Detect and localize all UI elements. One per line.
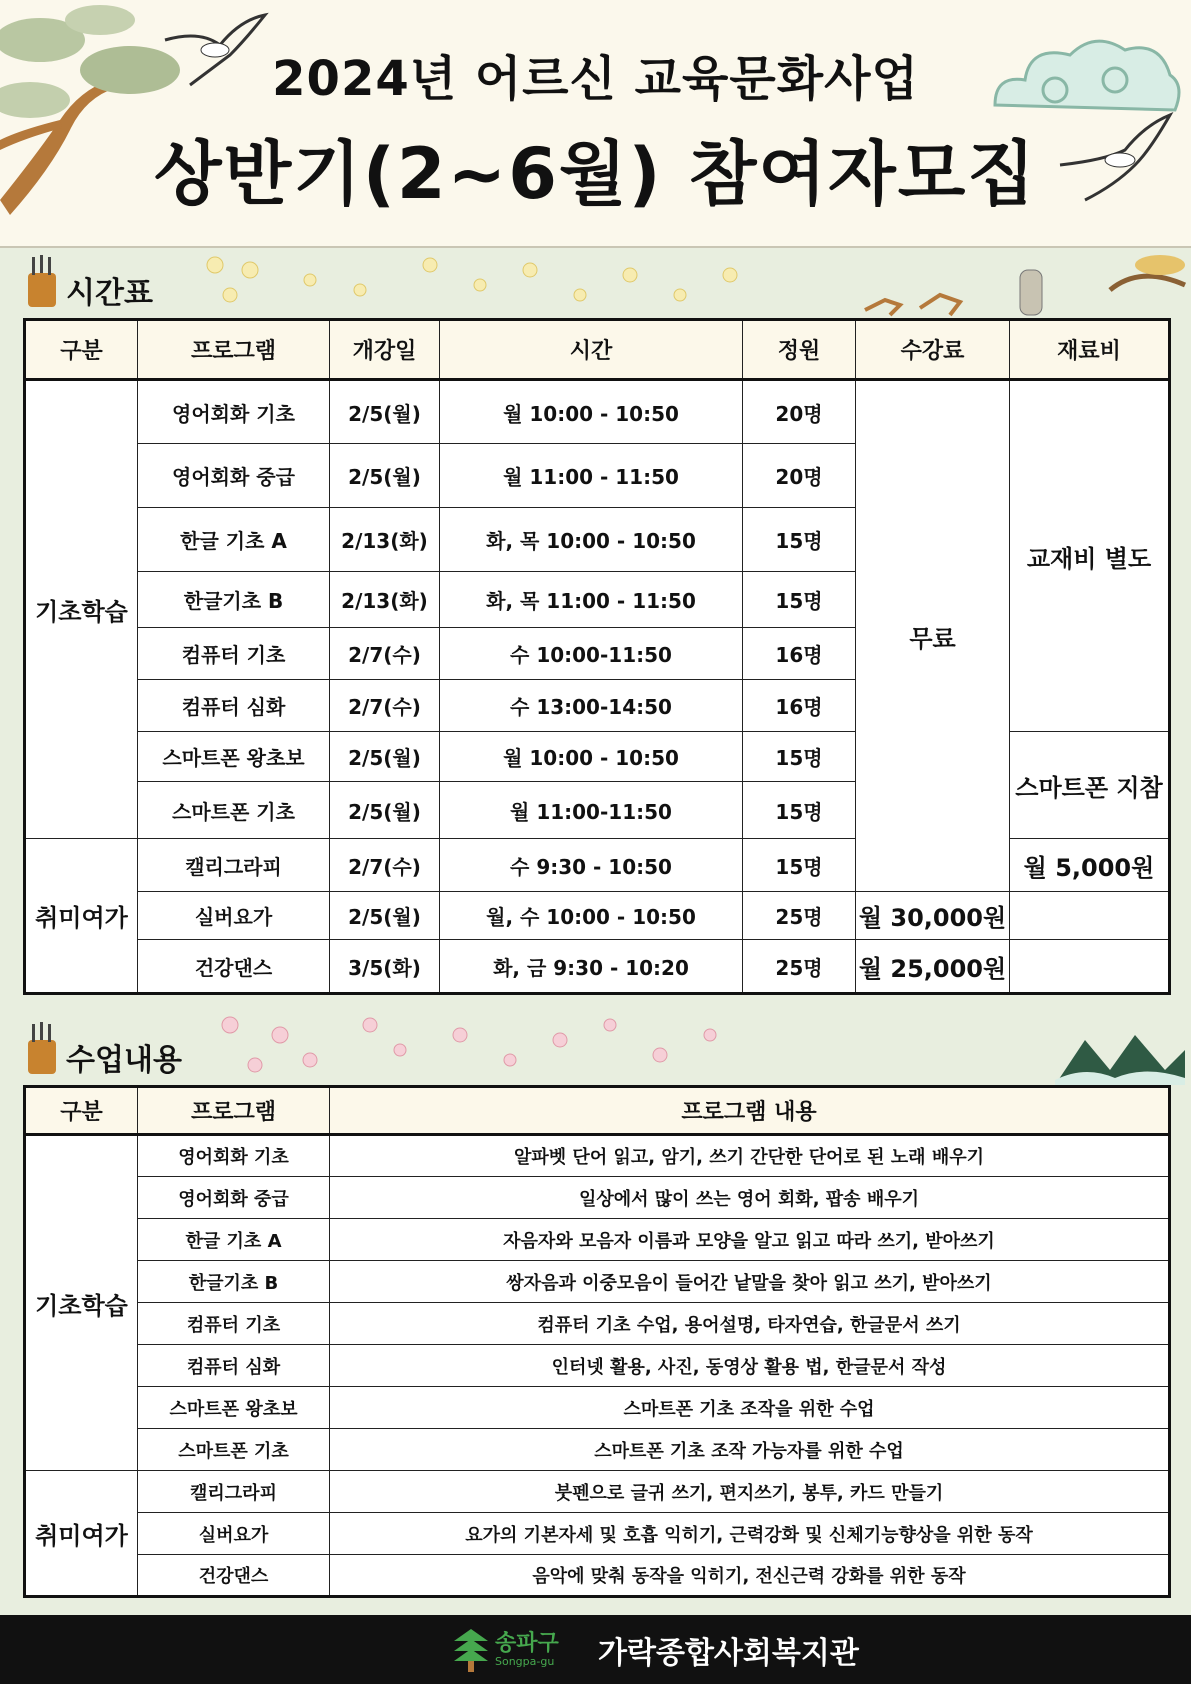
program-cell: 스마트폰 기초	[138, 782, 330, 839]
start-date-cell: 2/7(수)	[330, 839, 440, 892]
program-cell: 영어회화 중급	[138, 444, 330, 508]
table-row	[25, 380, 1170, 444]
fee-cell: 무료	[856, 380, 1010, 892]
description-cell: 인터넷 활용, 사진, 동영상 활용 법, 한글문서 작성	[330, 1345, 1170, 1387]
content-table	[23, 1085, 1171, 1598]
column-header: 구분	[25, 320, 138, 380]
column-header: 개강일	[330, 320, 440, 380]
content-section-title	[28, 1035, 182, 1079]
schedule-section-label: 시간표	[66, 276, 153, 311]
table-row	[25, 1471, 1170, 1513]
table-row	[25, 1261, 1170, 1303]
start-date-cell: 2/13(화)	[330, 572, 440, 628]
organization-name: 가락종합사회복지관	[598, 1636, 859, 1671]
brush-pot-icon	[28, 1040, 56, 1074]
column-header: 시간	[440, 320, 743, 380]
capacity-cell: 25명	[743, 892, 856, 940]
table-row	[25, 1177, 1170, 1219]
capacity-cell: 15명	[743, 732, 856, 782]
table-row	[25, 1345, 1170, 1387]
mountain-icon	[1055, 1030, 1185, 1085]
description-cell: 음악에 맞춰 동작을 익히기, 전신근력 강화를 위한 동작	[330, 1555, 1170, 1597]
program-cell: 영어회화 기초	[138, 1135, 330, 1177]
capacity-cell: 15명	[743, 839, 856, 892]
table-row	[25, 1387, 1170, 1429]
material-cell: 스마트폰 지참	[1010, 732, 1170, 839]
capacity-cell: 16명	[743, 680, 856, 732]
fee-cell: 월 30,000원	[856, 892, 1010, 940]
description-cell: 일상에서 많이 쓰는 영어 회화, 팝송 배우기	[330, 1177, 1170, 1219]
program-cell: 스마트폰 왕초보	[138, 732, 330, 782]
table-row	[25, 1303, 1170, 1345]
poster-header	[0, 0, 1191, 248]
time-cell: 화, 목 11:00 - 11:50	[440, 572, 743, 628]
program-cell: 한글 기초 A	[138, 508, 330, 572]
category-cell: 기초학습	[25, 380, 138, 839]
program-cell: 실버요가	[138, 892, 330, 940]
program-cell: 한글기초 B	[138, 572, 330, 628]
time-cell: 수 13:00-14:50	[440, 680, 743, 732]
program-cell: 한글기초 B	[138, 1261, 330, 1303]
schedule-header-row	[25, 320, 1170, 380]
schedule-section-title	[28, 268, 153, 312]
category-cell: 취미여가	[25, 839, 138, 994]
program-cell: 컴퓨터 기초	[138, 1303, 330, 1345]
column-header: 정원	[743, 320, 856, 380]
program-cell: 실버요가	[138, 1513, 330, 1555]
deer-icon	[860, 280, 970, 320]
program-cell: 스마트폰 기초	[138, 1429, 330, 1471]
start-date-cell: 2/5(월)	[330, 892, 440, 940]
poster-title-line1: 2024년 어르신 교육문화사업	[272, 51, 919, 107]
program-cell: 스마트폰 왕초보	[138, 1387, 330, 1429]
column-header: 수강료	[856, 320, 1010, 380]
category-cell: 기초학습	[25, 1135, 138, 1471]
flower-icon	[200, 250, 760, 320]
start-date-cell: 2/5(월)	[330, 444, 440, 508]
brush-pot-icon	[28, 273, 56, 307]
table-row	[25, 892, 1170, 940]
flower-icon	[210, 1010, 770, 1080]
table-row	[25, 1429, 1170, 1471]
description-cell: 컴퓨터 기초 수업, 용어설명, 타자연습, 한글문서 쓰기	[330, 1303, 1170, 1345]
content-section-label: 수업내용	[66, 1043, 182, 1078]
time-cell: 화, 목 10:00 - 10:50	[440, 508, 743, 572]
start-date-cell: 2/7(수)	[330, 628, 440, 680]
program-cell: 건강댄스	[138, 940, 330, 994]
capacity-cell: 25명	[743, 940, 856, 994]
column-header: 프로그램	[138, 320, 330, 380]
capacity-cell: 20명	[743, 444, 856, 508]
start-date-cell: 2/13(화)	[330, 508, 440, 572]
material-cell-empty	[1010, 892, 1170, 940]
program-cell: 컴퓨터 심화	[138, 680, 330, 732]
content-header-row	[25, 1087, 1170, 1135]
logo-korean-text: 송파구	[495, 1631, 559, 1656]
fee-cell: 월 25,000원	[856, 940, 1010, 994]
time-cell: 월 10:00 - 10:50	[440, 380, 743, 444]
time-cell: 수 9:30 - 10:50	[440, 839, 743, 892]
category-cell: 취미여가	[25, 1471, 138, 1597]
description-cell: 알파벳 단어 읽고, 암기, 쓰기 간단한 단어로 된 노래 배우기	[330, 1135, 1170, 1177]
program-cell: 영어회화 중급	[138, 1177, 330, 1219]
material-cell-empty	[1010, 940, 1170, 994]
description-cell: 스마트폰 기초 조작을 위한 수업	[330, 1387, 1170, 1429]
program-cell: 한글 기초 A	[138, 1219, 330, 1261]
time-cell: 월 11:00-11:50	[440, 782, 743, 839]
poster-title-line2: 상반기(2~6월) 참여자모집	[154, 133, 1037, 215]
program-cell: 컴퓨터 심화	[138, 1345, 330, 1387]
program-cell: 건강댄스	[138, 1555, 330, 1597]
column-header: 프로그램 내용	[330, 1087, 1170, 1135]
start-date-cell: 2/5(월)	[330, 380, 440, 444]
column-header: 프로그램	[138, 1087, 330, 1135]
capacity-cell: 16명	[743, 628, 856, 680]
table-row	[25, 1219, 1170, 1261]
time-cell: 수 10:00-11:50	[440, 628, 743, 680]
time-cell: 화, 금 9:30 - 10:20	[440, 940, 743, 994]
material-cell: 월 5,000원	[1010, 839, 1170, 892]
capacity-cell: 15명	[743, 508, 856, 572]
time-cell: 월 11:00 - 11:50	[440, 444, 743, 508]
songpa-logo-icon	[452, 1627, 490, 1673]
program-cell: 캘리그라피	[138, 1471, 330, 1513]
table-row	[25, 940, 1170, 994]
schedule-table	[23, 318, 1171, 995]
column-header: 구분	[25, 1087, 138, 1135]
description-cell: 붓펜으로 글귀 쓰기, 편지쓰기, 봉투, 카드 만들기	[330, 1471, 1170, 1513]
description-cell: 쌍자음과 이중모음이 들어간 낱말을 찾아 읽고 쓰기, 받아쓰기	[330, 1261, 1170, 1303]
table-row	[25, 1135, 1170, 1177]
footer-bar	[0, 1615, 1191, 1684]
start-date-cell: 2/7(수)	[330, 680, 440, 732]
program-cell: 컴퓨터 기초	[138, 628, 330, 680]
table-row	[25, 1555, 1170, 1597]
logo-english-text: Songpa-gu	[495, 1655, 555, 1668]
program-cell: 캘리그라피	[138, 839, 330, 892]
capacity-cell: 15명	[743, 572, 856, 628]
description-cell: 스마트폰 기초 조작 가능자를 위한 수업	[330, 1429, 1170, 1471]
description-cell: 요가의 기본자세 및 호흡 익히기, 근력강화 및 신체기능향상을 위한 동작	[330, 1513, 1170, 1555]
capacity-cell: 20명	[743, 380, 856, 444]
capacity-cell: 15명	[743, 782, 856, 839]
column-header: 재료비	[1010, 320, 1170, 380]
time-cell: 월, 수 10:00 - 10:50	[440, 892, 743, 940]
mountain-icon	[1000, 250, 1190, 320]
start-date-cell: 2/5(월)	[330, 732, 440, 782]
start-date-cell: 2/5(월)	[330, 782, 440, 839]
material-cell: 교재비 별도	[1010, 380, 1170, 732]
time-cell: 월 10:00 - 10:50	[440, 732, 743, 782]
table-row	[25, 1513, 1170, 1555]
start-date-cell: 3/5(화)	[330, 940, 440, 994]
program-cell: 영어회화 기초	[138, 380, 330, 444]
description-cell: 자음자와 모음자 이름과 모양을 알고 읽고 따라 쓰기, 받아쓰기	[330, 1219, 1170, 1261]
